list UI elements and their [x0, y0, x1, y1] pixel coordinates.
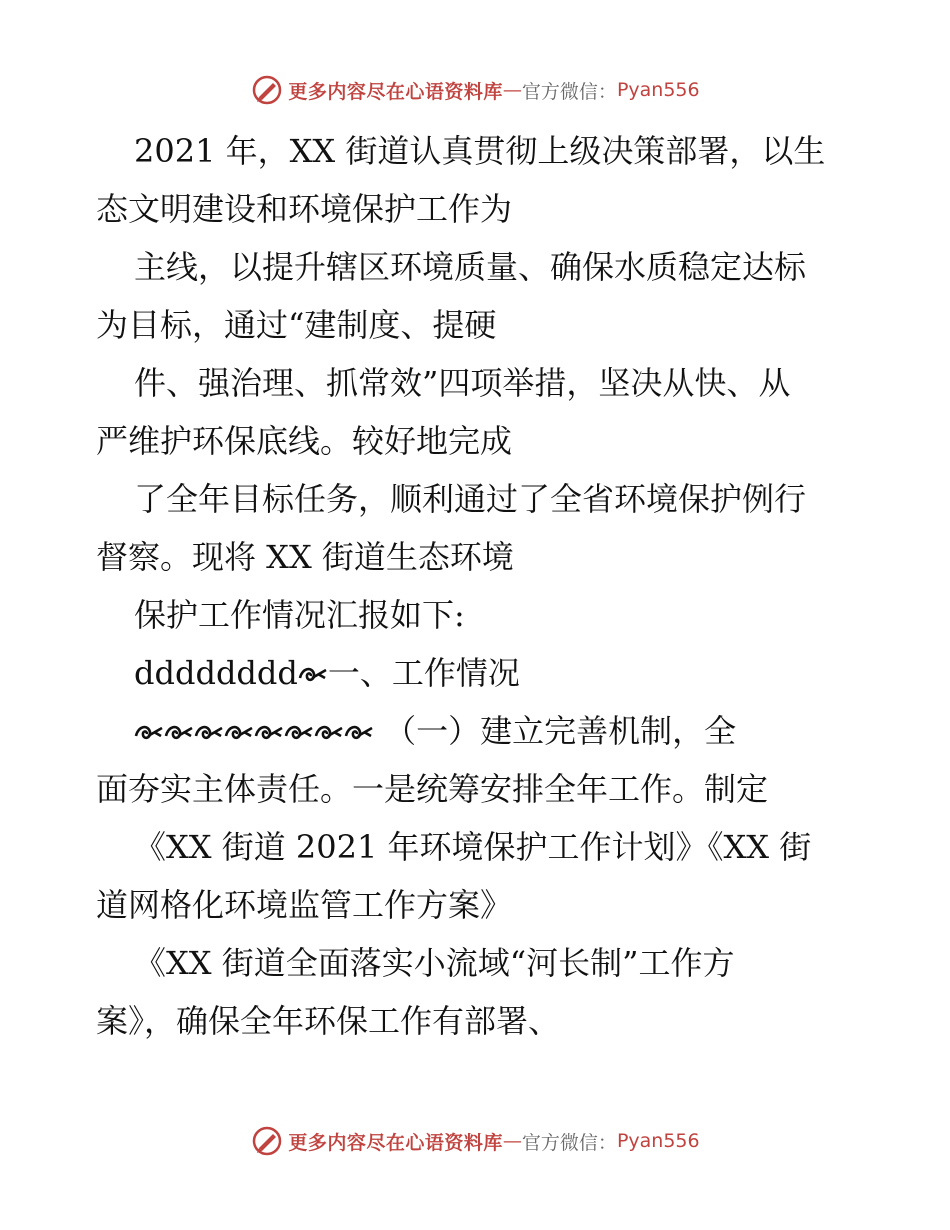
section-heading: 一、工作情况: [327, 654, 520, 692]
subsection-heading-line: [96, 702, 856, 760]
text-line: 态文明建设和环境保护工作为: [96, 190, 513, 228]
ornament-icon: [314, 722, 344, 744]
watermark-header: [0, 70, 950, 110]
body-text: [96, 122, 856, 1050]
ornament-icon: [298, 664, 328, 686]
watermark-separator: —: [502, 79, 522, 101]
watermark-label: 官方微信：: [521, 80, 617, 103]
text-line: 道网格化环境监管工作方案》: [96, 886, 513, 924]
text-line: 面夯实主体责任。一是统筹安排全年工作。制定: [96, 770, 769, 808]
ornament-icon: [194, 722, 224, 744]
watermark-footer: [0, 1121, 950, 1161]
ornament-row: [134, 712, 384, 750]
watermark-wechat-id: Pyan556: [616, 1130, 700, 1152]
text-line: 《XX 街道全面落实小流域“河长制”工作方: [134, 944, 735, 982]
text-line: 了全年目标任务，顺利通过了全省环境保护例行: [134, 480, 807, 518]
filler-text: dddddddd: [134, 654, 298, 692]
ornament-icon: [254, 722, 284, 744]
subsection-heading: （一）建立完善机制，全: [384, 712, 737, 750]
text-line: 件、强治理、抓常效”四项举措，坚决从快、从: [134, 364, 791, 402]
ornament-icon: [344, 722, 374, 744]
text-line: 督察。现将 XX 街道生态环境: [96, 538, 514, 576]
text-line: 保护工作情况汇报如下:: [134, 596, 465, 634]
text-line: 严维护环保底线。较好地完成: [96, 422, 513, 460]
watermark-site: 更多内容尽在心语资料库: [288, 80, 503, 103]
watermark-wechat-id: Pyan556: [616, 79, 700, 101]
ornament-icon: [284, 722, 314, 744]
section-heading-line: [96, 644, 856, 702]
text-line: 《XX 街道 2021 年环境保护工作计划》《XX 街: [134, 828, 812, 866]
text-line: 主线，以提升辖区环境质量、确保水质稳定达标: [134, 248, 807, 286]
watermark-separator: —: [502, 1130, 522, 1152]
text-line: 2021 年，XX 街道认真贯彻上级决策部署，以生: [134, 132, 826, 170]
pen-logo-icon: [250, 73, 284, 107]
text-line: 为目标，通过“建制度、提硬: [96, 306, 497, 344]
ornament-icon: [134, 722, 164, 744]
text-line: 案》，确保全年环保工作有部署、: [96, 1002, 561, 1040]
ornament-icon: [224, 722, 254, 744]
ornament-icon: [164, 722, 194, 744]
watermark-label: 官方微信：: [521, 1131, 617, 1154]
watermark-site: 更多内容尽在心语资料库: [288, 1131, 503, 1154]
pen-logo-icon: [250, 1124, 284, 1158]
